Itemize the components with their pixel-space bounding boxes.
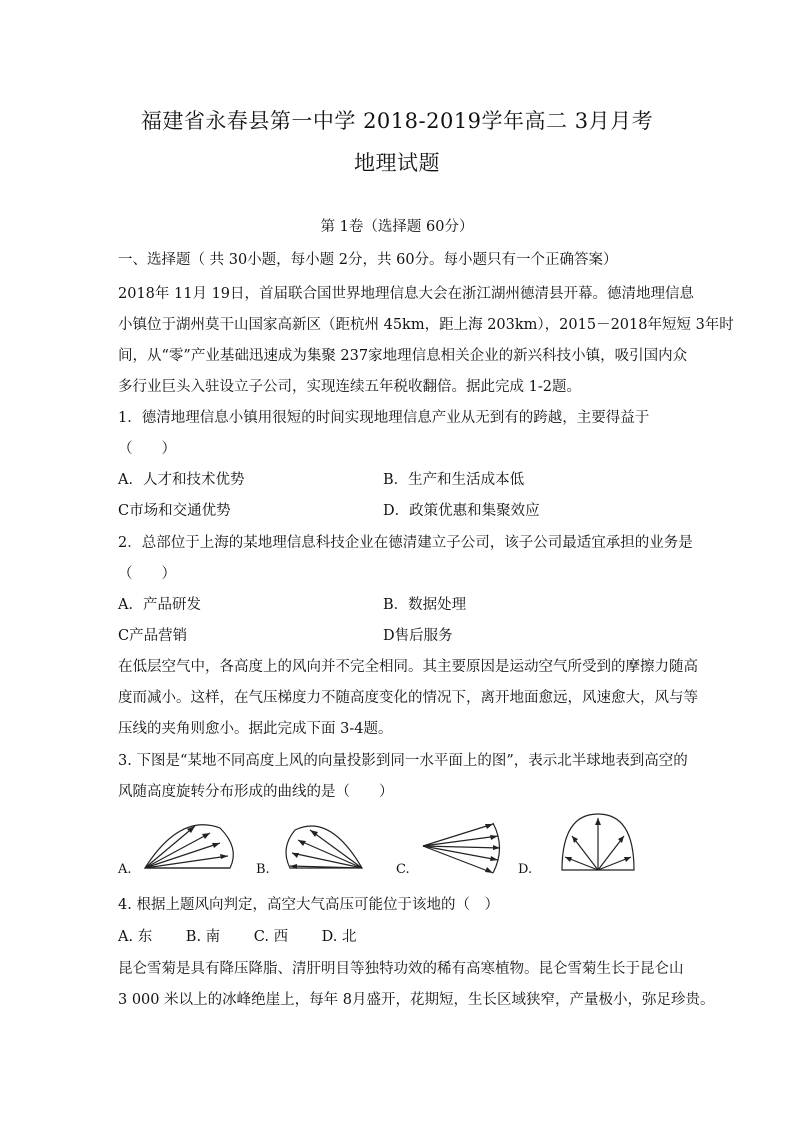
q2-option-c: C产品营销 [118,628,188,644]
exam-subtitle: 地理试题 [354,151,440,175]
q2-option-d: D售后服务 [383,628,453,644]
q1-option-b: B．生产和生活成本低 [383,472,525,488]
q1-paren: （ ） [118,441,176,457]
q1-option-c: C市场和交通优势 [118,503,231,519]
q1-option-d: D．政策优惠和集聚效应 [383,503,540,519]
q3-stem: 风随高度旋转分布形成的曲线的是（ ） [118,784,394,800]
passage2-line: 度而减小。这样，在气压梯度力不随高度变化的情况下，离开地面愈远，风速愈大，风与等 [118,690,698,706]
section-instructions: 一、选择题（ 共 30小题，每小题 2分，共 60分。每小题只有一个正确答案） [118,252,618,268]
q3-stem: 3. 下图是“某地不同高度上风的向量投影到同一水平面上的图”，表示北半球地表到高空的 [118,753,688,769]
passage3-line: 3 000 米以上的冰峰绝崖上，每年 8月盛开，花期短，生长区域狭窄，产量极小，弥足珍贵。 [118,992,715,1008]
q2-paren: （ ） [118,566,176,582]
passage1-line: 多行业巨头入驻设立子公司，实现连续五年税收翻倍。据此完成 1-2题。 [118,379,581,395]
passage2-line: 在低层空气中，各高度上的风向并不完全相同。其主要原因是运动空气所受到的摩擦力随高 [118,659,698,675]
exam-title: 福建省永春县第一中学 2018-2019学年高二 3月月考 [140,109,654,133]
section-heading: 第 1卷（选择题 60分） [320,219,474,235]
passage2-line: 压线的夹角则愈小。据此完成下面 3-4题。 [118,721,393,737]
q2-stem: 2．总部位于上海的某地理信息科技企业在德清建立子公司，该子公司最适宜承担的业务是 [118,535,693,551]
wind-diagram-d [560,812,640,878]
q1-stem: 1．德清地理信息小镇用很短的时间实现地理信息产业从无到有的跨越，主要得益于 [118,410,650,426]
passage1-line: 间，从“零”产业基础迅速成为集聚 237家地理信息相关企业的新兴科技小镇，吸引国内众 [118,348,688,364]
diagram-a-label: A. [118,862,132,877]
passage3-line: 昆仑雪菊是具有降压降脂、清肝明目等独特功效的稀有高寒植物。昆仑雪菊生长于昆仑山 [118,961,684,977]
diagram-c-label: C. [396,862,410,877]
diagram-d-label: D. [518,862,533,877]
q2-option-b: B．数据处理 [383,597,467,613]
diagram-b-label: B. [256,862,270,877]
passage1-line: 小镇位于湖州莫干山国家高新区（距杭州 45km，距上海 203km），2015－2018年短短 3年时 [118,317,734,333]
wind-diagram-c [418,818,508,878]
wind-diagram-b [280,818,380,878]
q2-option-a: A．产品研发 [118,597,201,613]
wind-diagram-a [140,818,240,878]
q1-option-a: A．人才和技术优势 [118,472,245,488]
q4-options: A. 东 B. 南 C. 西 D. 北 [118,929,357,945]
passage1-line: 2018年 11月 19日，首届联合国世界地理信息大会在浙江湖州德清县开幕。德清地理信息 [118,286,695,302]
q4-stem: 4. 根据上题风向判定，高空大气高压可能位于该地的（ ） [118,897,499,913]
